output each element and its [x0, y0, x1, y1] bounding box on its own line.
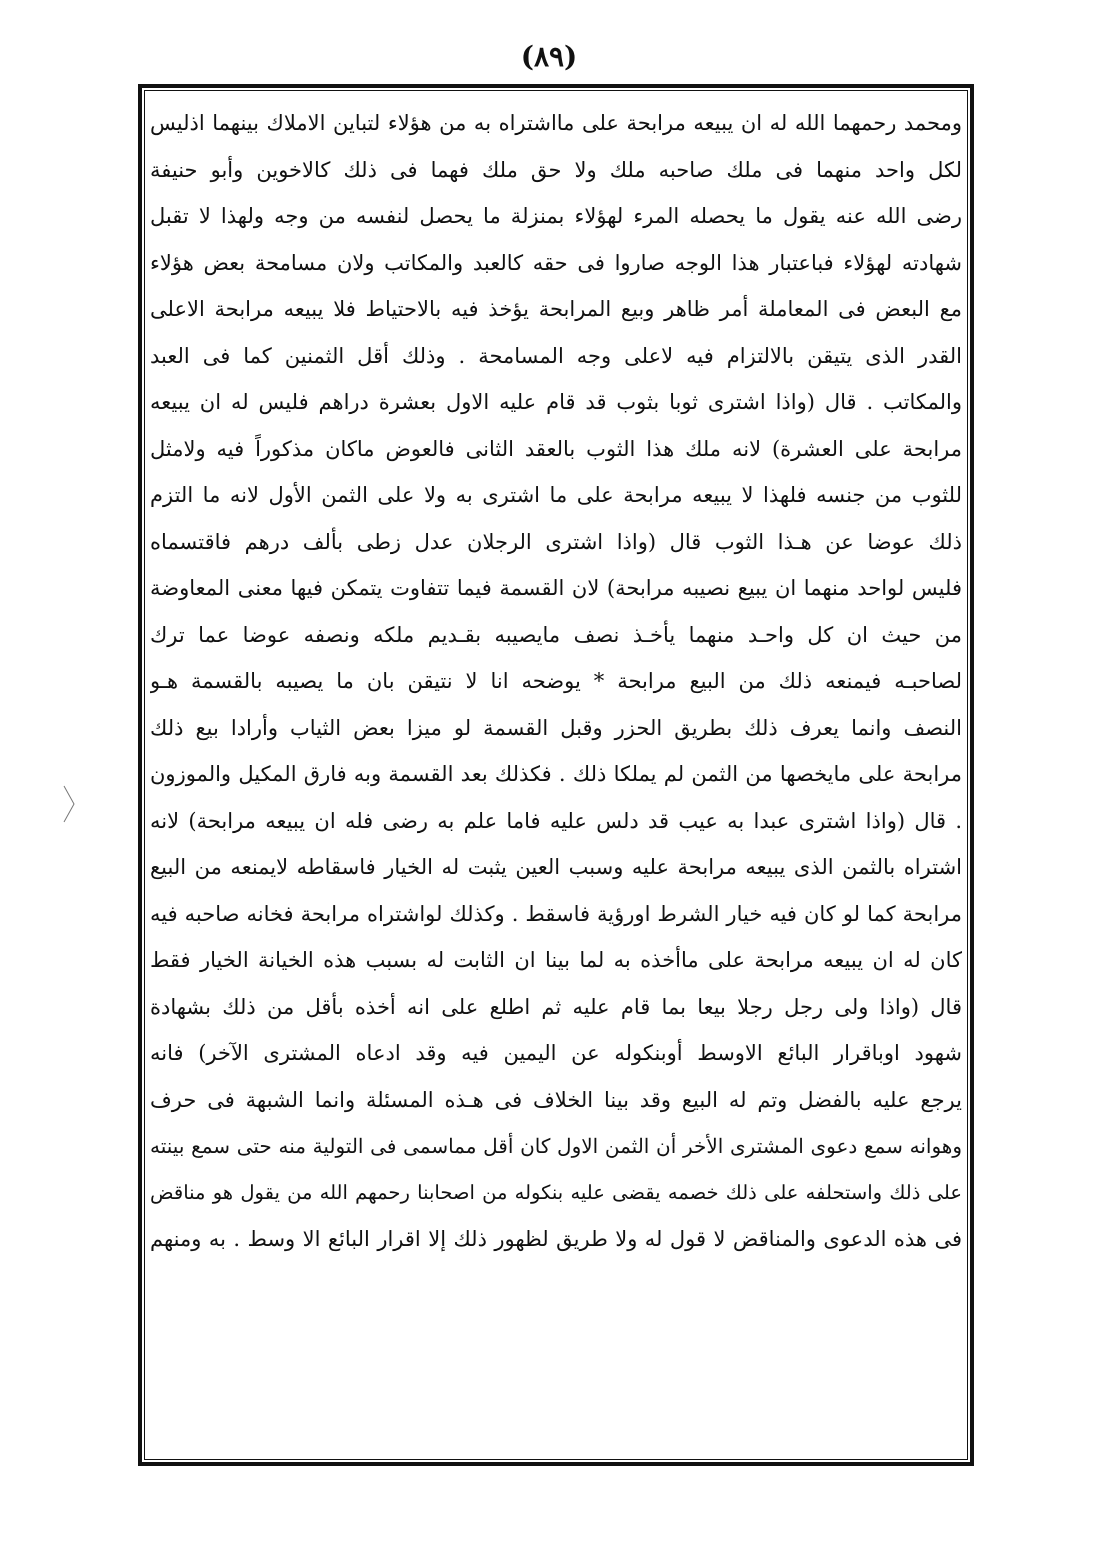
text-line: لصاحبـه فيمنعه ذلك من البيع مرابحة * يوضحه انا لا نتيقن بان ما يصيبه بالقسمة هـو	[150, 669, 962, 693]
text-line: مع البعض فى المعاملة أمر ظاهر وبيع المرابحة يؤخذ فيه بالاحتياط فلا يبيعه مرابحة الاعلى	[150, 297, 962, 321]
text-line: لكل واحد منهما فى ملك صاحبه ملك ولا حق ملك فهما فى ذلك كالاخوين وأبو حنيفة	[150, 157, 962, 182]
text-line: قال (واذا ولى رجل رجلا بيعا بما قام عليه ثم اطلع على انه أخذه بأقل من ذلك بشهادة	[150, 994, 962, 1019]
text-line: مرابحة كما لو كان فيه خيار الشرط اورؤية فاسقط . وكذلك لواشتراه مرابحة فخانه صاحبه فيه	[150, 901, 962, 926]
text-line: على ذلك واستحلفه على ذلك خصمه يقضى عليه بنكوله من اصحابنا رحمهم الله من يقول هو مناقض	[150, 1180, 962, 1204]
text-line: شهود اوباقرار البائع الاوسط أوبنكوله عن اليمين فيه وقد ادعاه المشترى الآخر) فانه	[150, 1041, 962, 1065]
text-line: مرابحة على مايخصها من الثمن لم يملكا ذلك . فكذلك بعد القسمة وبه فارق المكيل والموزون	[150, 762, 962, 786]
text-line: كان له ان يبيعه مرابحة على ماأخذه به لما بينا ان الثابت له بسبب هذه الخيانة الخيار فقط	[150, 948, 962, 972]
main-text-block	[150, 100, 962, 1450]
text-line: مرابحة على العشرة) لانه ملك هذا الثوب بالعقد الثانى فالعوض ماكان مذكوراً فيه ولامثل	[150, 436, 962, 461]
text-line: فليس لواحد منهما ان يبيع نصيبه مرابحة) لان القسمة فيما تتفاوت يتمكن فيها معنى المعاوضة	[150, 576, 962, 600]
page-number: (٨٩)	[520, 40, 578, 73]
text-line: يرجع عليه بالفضل وتم له البيع وقد بينا الخلاف فى هـذه المسئلة وانما الشبهة فى حرف	[150, 1087, 962, 1112]
text-line: شهادته لهؤلاء فباعتبار هذا الوجه صاروا فى حقه كالعبد والمكاتب ولان مسامحة بعض هؤلاء	[150, 250, 962, 275]
text-line: فى هذه الدعوى والمناقض لا قول له ولا طريق لظهور ذلك إلا اقرار البائع الا وسط . به ومنهم	[150, 1227, 962, 1251]
text-line: ذلك عوضا عن هـذا الثوب قال (واذا اشترى الرجلان عدل زطى بألف درهم فاقتسماه	[150, 529, 962, 554]
text-line: وهوانه سمع دعوى المشترى الأخر أن الثمن الاول كان أقل مماسمى فى التولية منه حتى سمع بينته	[150, 1134, 962, 1158]
text-line: للثوب من جنسه فلهذا لا يبيعه مرابحة على ما اشترى به ولا على الثمن الأول لانه ما التزم	[150, 483, 962, 507]
text-line: ومحمد رحمهما الله له ان يبيعه مرابحة على مااشتراه به من هؤلاء لتباين الاملاك بينهما اذليس	[150, 111, 962, 135]
text-line: اشتراه بالثمن الذى يبيعه مرابحة عليه وسبب العين يثبت له الخيار فاسقاطه لايمنعه من البيع	[150, 855, 962, 879]
text-line: والمكاتب . قال (واذا اشترى ثوبا بثوب قد قام عليه الاول بعشرة دراهم فليس له ان يبيعه	[150, 390, 962, 414]
text-line: رضى الله عنه يقول ما يحصله المرء لهؤلاء بمنزلة ما يحصل لنفسه من وجه ولهذا لا تقبل	[150, 204, 962, 228]
text-line: من حيث ان كل واحـد منهما يأخـذ نصف مايصيبه بقـديم ملكه ونصفه عوضا عما ترك	[150, 622, 962, 647]
margin-caret-mark	[62, 784, 76, 824]
text-line: . قال (واذا اشترى عبدا به عيب قد دلس عليه فاما علم به رضى فله ان يبيعه مرابحة) لانه	[150, 808, 962, 833]
text-line: القدر الذى يتيقن بالالتزام فيه لاعلى وجه المسامحة . وذلك أقل الثمنين كما فى العبد	[150, 343, 962, 368]
text-line: النصف وانما يعرف ذلك بطريق الحزر وقبل القسمة لو ميزا بعض الثياب وأرادا بيع ذلك	[150, 715, 962, 740]
